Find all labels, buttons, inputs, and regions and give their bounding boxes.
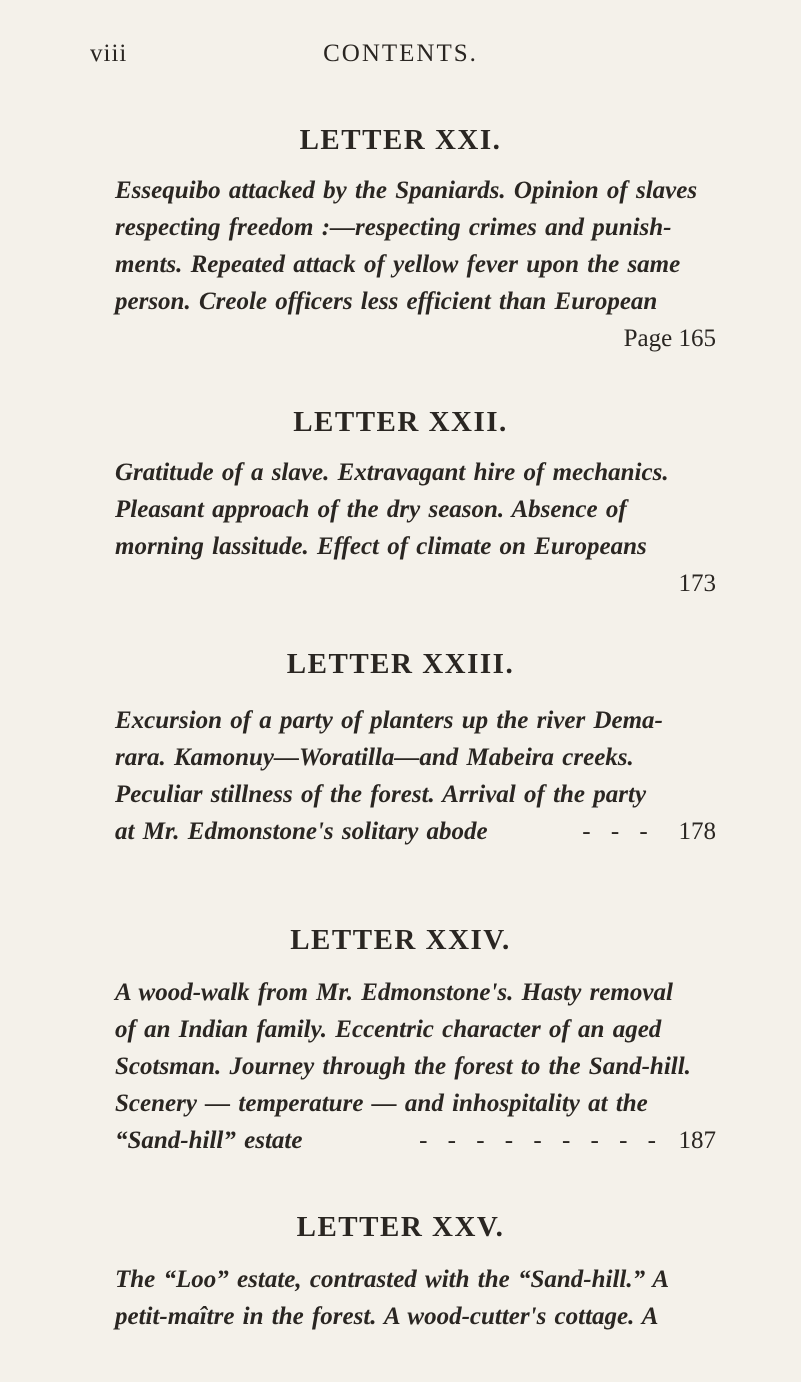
page-number: viii bbox=[90, 40, 128, 67]
summary-line: Scenery — temperature — and inhospitality at the bbox=[115, 1090, 648, 1117]
letter-summary bbox=[115, 172, 716, 320]
dot-leader: - - - bbox=[582, 818, 654, 845]
summary-line: of an Indian family. Eccentric character of an aged bbox=[115, 1016, 662, 1043]
letter-summary bbox=[115, 974, 716, 1159]
letter-summary bbox=[115, 1261, 716, 1335]
letter-heading: LETTER XXIII. bbox=[286, 648, 515, 680]
summary-line: morning lassitude. Effect of climate on Europeans bbox=[115, 533, 647, 560]
letter-heading: LETTER XXII. bbox=[293, 406, 508, 438]
letter-heading: LETTER XXV. bbox=[296, 1211, 505, 1243]
summary-line: person. Creole officers less efficient than European bbox=[115, 288, 658, 315]
leader-and-page bbox=[419, 1122, 716, 1159]
summary-line: Scotsman. Journey through the forest to the Sand-hill. bbox=[115, 1053, 691, 1080]
letter-xxv-entry bbox=[115, 1207, 716, 1335]
page-reference: 187 bbox=[678, 1127, 716, 1154]
letter-summary bbox=[115, 454, 716, 565]
letter-xxiv-entry bbox=[115, 920, 716, 1159]
summary-line: at Mr. Edmonstone's solitary abode bbox=[115, 818, 488, 845]
page-reference: Page 165 bbox=[623, 325, 716, 352]
letter-heading: LETTER XXIV. bbox=[290, 924, 511, 956]
summary-line: petit-maître in the forest. A wood-cutter's cottage. A bbox=[115, 1303, 659, 1330]
letter-summary bbox=[115, 702, 716, 850]
summary-line-with-page bbox=[115, 813, 716, 850]
summary-line: Peculiar stillness of the forest. Arrival of the party bbox=[115, 781, 647, 808]
letter-xxii-entry bbox=[115, 402, 716, 602]
summary-line: Excursion of a party of planters up the river Dema- bbox=[115, 707, 663, 734]
summary-line: Pleasant approach of the dry season. Absence of bbox=[115, 496, 627, 523]
letter-xxi-entry bbox=[115, 120, 716, 357]
summary-line: The “Loo” estate, contrasted with the “Sand-hill.” A bbox=[115, 1266, 670, 1293]
summary-line: Essequibo attacked by the Spaniards. Opinion of slaves bbox=[115, 177, 698, 204]
summary-line: rara. Kamonuy—Woratilla—and Mabeira creeks. bbox=[115, 744, 634, 771]
letter-xxiii-entry bbox=[115, 644, 716, 850]
page-reference: 178 bbox=[678, 818, 716, 845]
running-head: CONTENTS. bbox=[323, 40, 478, 67]
summary-line: respecting freedom :—respecting crimes and punish- bbox=[115, 214, 672, 241]
leader-and-page bbox=[582, 813, 716, 850]
letter-heading: LETTER XXI. bbox=[299, 124, 502, 156]
page-header bbox=[90, 40, 711, 80]
summary-line: ments. Repeated attack of yellow fever upon the same bbox=[115, 251, 681, 278]
dot-leader: - - - - - - - - - bbox=[419, 1127, 662, 1154]
summary-line: A wood-walk from Mr. Edmonstone's. Hasty removal bbox=[115, 979, 673, 1006]
page-reference: 173 bbox=[678, 570, 716, 597]
summary-line: Gratitude of a slave. Extravagant hire of mechanics. bbox=[115, 459, 669, 486]
summary-line: “Sand-hill” estate bbox=[115, 1127, 303, 1154]
summary-line-with-page bbox=[115, 1122, 716, 1159]
